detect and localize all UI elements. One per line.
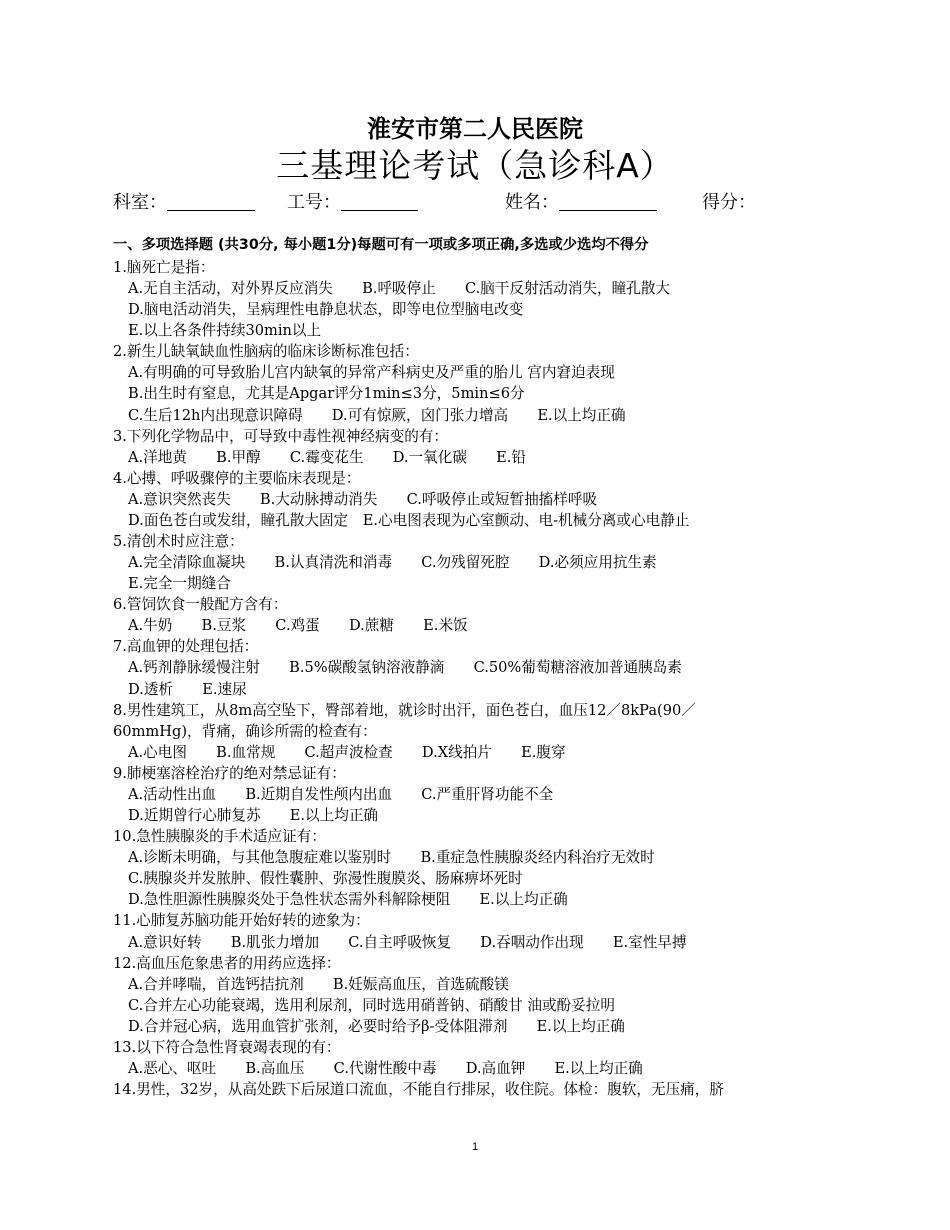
option-line: A.恶心、呕吐 B.高血压 C.代谢性酸中毒 D.高血钾 E.以上均正确 <box>128 1059 643 1077</box>
question-line: 7.高血钾的处理包括： <box>113 638 259 656</box>
staff-id-blank[interactable] <box>341 190 418 211</box>
question-line: 13.以下符合急性肾衰竭表现的有： <box>113 1038 341 1056</box>
department-label: 科室： <box>113 192 167 213</box>
option-line: D.合并冠心病，选用血管扩张剂，必要时给予β-受体阻滞剂 E.以上均正确 <box>128 1017 625 1035</box>
question-list <box>113 257 912 1100</box>
option-line: C.合并左心功能衰竭，选用利尿剂，同时选用硝普钠、硝酸甘 油或酚妥拉明 <box>128 996 615 1014</box>
option-line: A.洋地黄 B.甲醇 C.霉变花生 D.一氧化碳 E.铅 <box>128 448 527 466</box>
question-line: 9.肺梗塞溶栓治疗的绝对禁忌证有： <box>113 764 346 782</box>
department-field <box>113 190 255 216</box>
option-line: A.有明确的可导致胎儿宫内缺氧的异常产科病史及严重的胎儿 宫内窘迫表现 <box>128 364 615 382</box>
option-line: E.完全一期缝合 <box>128 575 231 593</box>
option-line: A.完全清除血凝块 B.认真清洗和消毒 C.勿残留死腔 D.必须应用抗生素 <box>128 554 657 572</box>
staff-id-label: 工号： <box>287 192 341 213</box>
question-line: 10.急性胰腺炎的手术适应证有： <box>113 828 326 846</box>
option-line: D.面色苍白或发绀，瞳孔散大固定 E.心电图表现为心室颤动、电-机械分离或心电静止 <box>128 511 690 529</box>
hospital-name: 淮安市第二人民医院 <box>367 115 583 143</box>
score-label: 得分： <box>702 192 756 213</box>
exam-title: 三基理论考试（急诊科A） <box>276 146 674 185</box>
option-line: D.近期曾行心肺复苏 E.以上均正确 <box>128 807 379 825</box>
option-line: B.出生时有窒息，尤其是Apgar评分1min≤3分，5min≤6分 <box>128 385 525 403</box>
question-line: 1.脑死亡是指： <box>113 259 215 276</box>
name-blank[interactable] <box>559 190 657 211</box>
name-label: 姓名： <box>505 192 559 213</box>
question-line: 3.下列化学物品中，可导致中毒性视神经病变的有： <box>113 427 448 445</box>
option-line: A.钙剂静脉缓慢注射 B.5%碳酸氢钠溶液静滴 C.50%葡萄糖溶液加普通胰岛素 <box>128 659 682 677</box>
name-field <box>505 190 657 216</box>
department-blank[interactable] <box>167 190 255 211</box>
option-line: A.意识突然丧失 B.大动脉搏动消失 C.呼吸停止或短暂抽搐样呼吸 <box>128 490 598 508</box>
question-line: 6.管饲饮食一般配方含有： <box>113 596 288 614</box>
option-line: D.急性胆源性胰腺炎处于急性状态需外科解除梗阻 E.以上均正确 <box>128 891 568 909</box>
question-line: 8.男性建筑工，从8m高空坠下，臀部着地，就诊时出汗，面色苍白，血压12／8kPa(90／ <box>113 701 696 719</box>
option-line: D.透析 E.速尿 <box>128 680 247 698</box>
option-line: C.生后12h内出现意识障碍 D.可有惊厥，囟门张力增高 E.以上均正确 <box>128 406 626 424</box>
option-line: A.活动性出血 B.近期自发性颅内出血 C.严重肝肾功能不全 <box>128 785 554 803</box>
option-line: C.胰腺炎并发脓肿、假性囊肿、弥漫性腹膜炎、肠麻痹坏死时 <box>128 870 523 888</box>
candidate-info-row <box>113 190 910 216</box>
option-line: A.合并哮喘，首选钙拮抗剂 B.妊娠高血压，首选硫酸镁 <box>128 975 509 993</box>
option-line: A.诊断未明确，与其他急腹症难以鉴别时 B.重症急性胰腺炎经内科治疗无效时 <box>128 849 655 867</box>
option-line: A.牛奶 B.豆浆 C.鸡蛋 D.蔗糖 E.米饭 <box>128 617 468 635</box>
page-number: 1 <box>471 1141 479 1153</box>
question-line: 2.新生儿缺氧缺血性脑病的临床诊断标准包括： <box>113 343 419 361</box>
option-line: D.脑电活动消失，呈病理性电静息状态，即等电位型脑电改变 <box>128 301 524 319</box>
option-line: A.心电图 B.血常规 C.超声波检查 D.X线拍片 E.腹穿 <box>128 743 566 761</box>
option-line: A.意识好转 B.肌张力增加 C.自主呼吸恢复 D.吞咽动作出现 E.室性早搏 <box>128 933 687 951</box>
question-line: 60mmHg)，背痛，确诊所需的检查有： <box>113 722 377 740</box>
question-line: 5.清创术时应注意： <box>113 533 244 551</box>
section-heading: 一、多项选择题 (共30分, 每小题1分)每题可有一项或多项正确,多选或少选均不得分 <box>113 237 649 253</box>
question-line: 12.高血压危象患者的用药应选择： <box>113 954 341 972</box>
staff-id-field <box>287 190 418 216</box>
option-line: A.无自主活动，对外界反应消失 B.呼吸停止 C.脑干反射活动消失，瞳孔散大 <box>128 280 671 298</box>
question-line: 4.心搏、呼吸骤停的主要临床表现是： <box>113 469 361 487</box>
score-field <box>702 190 756 216</box>
option-line: E.以上各条件持续30min以上 <box>128 322 322 340</box>
question-line: 11.心肺复苏脑功能开始好转的迹象为： <box>113 912 370 930</box>
question-line: 14.男性，32岁，从高处跌下后尿道口流血，不能自行排尿，收住院。体检：腹软，无压痛，脐 <box>113 1081 724 1099</box>
